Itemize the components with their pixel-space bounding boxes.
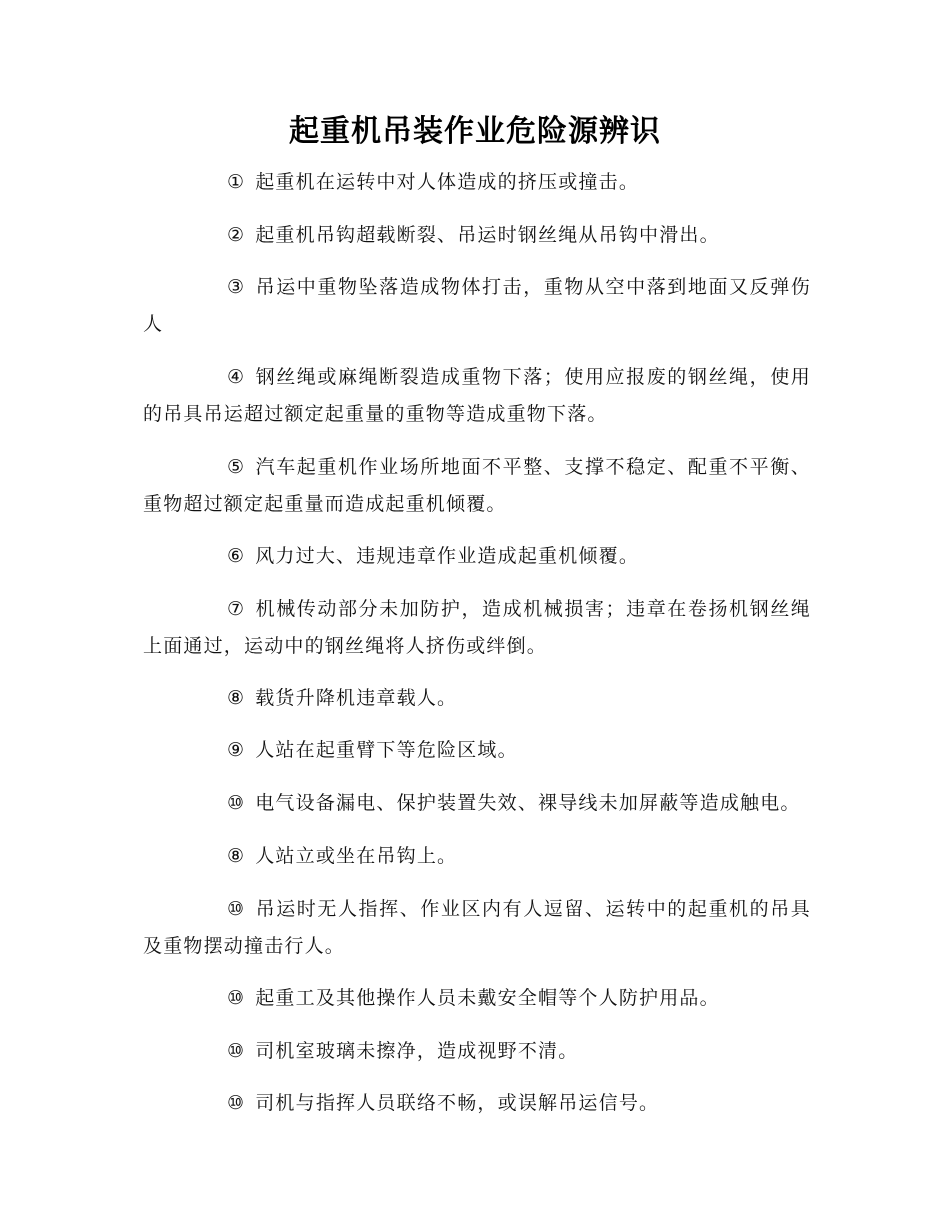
list-item <box>143 785 811 822</box>
item-text: 机械传动部分未加防护，造成机械损害；违章在卷扬机钢丝绳上面通过，运动中的钢丝绳将人挤伤或绊倒。 <box>143 598 811 657</box>
item-number: ② <box>227 224 246 246</box>
item-number: ⑩ <box>227 792 246 814</box>
list-item <box>143 591 811 665</box>
item-text: 吊运时无人指挥、作业区内有人逗留、运转中的起重机的吊具及重物摆动撞击行人。 <box>143 898 811 957</box>
list-item <box>143 538 811 575</box>
item-text: 载货升降机违章载人。 <box>255 687 458 709</box>
item-number: ⑩ <box>227 1092 246 1114</box>
item-number: ⑩ <box>227 1040 246 1062</box>
item-text: 起重机吊钩超载断裂、吊运时钢丝绳从吊钩中滑出。 <box>255 224 720 246</box>
item-text: 钢丝绳或麻绳断裂造成重物下落；使用应报废的钢丝绳，使用的吊具吊运超过额定起重量的重物等造成重物下落。 <box>143 366 811 425</box>
list-item <box>143 1085 811 1122</box>
item-number: ⑥ <box>227 545 246 567</box>
item-text: 人站立或坐在吊钩上。 <box>255 845 458 867</box>
list-item <box>143 838 811 875</box>
item-number: ⑤ <box>227 456 246 478</box>
item-number: ⑦ <box>227 598 246 620</box>
list-item <box>143 449 811 523</box>
document-title: 起重机吊装作业危险源辨识 <box>289 114 661 149</box>
list-item <box>143 891 811 965</box>
item-text: 司机室玻璃未擦净，造成视野不清。 <box>255 1040 579 1062</box>
item-text: 风力过大、违规违章作业造成起重机倾覆。 <box>255 545 640 567</box>
item-text: 人站在起重臂下等危险区域。 <box>255 739 518 761</box>
item-number: ⑩ <box>227 898 246 920</box>
list-item <box>143 980 811 1017</box>
list-item <box>143 680 811 717</box>
item-number: ⑧ <box>227 845 246 867</box>
item-text: 电气设备漏电、保护装置失效、裸导线未加屏蔽等造成触电。 <box>255 792 801 814</box>
item-number: ④ <box>227 366 246 388</box>
item-number: ⑩ <box>227 987 246 1009</box>
item-text: 吊运中重物坠落造成物体打击，重物从空中落到地面又反弹伤人 <box>143 276 811 335</box>
item-text: 起重机在运转中对人体造成的挤压或撞击。 <box>255 171 640 193</box>
item-number: ③ <box>227 276 246 298</box>
item-number: ① <box>227 171 246 193</box>
list-item <box>143 217 811 254</box>
item-text: 汽车起重机作业场所地面不平整、支撑不稳定、配重不平衡、重物超过额定起重量而造成起重机倾覆。 <box>143 456 811 515</box>
list-item <box>143 732 811 769</box>
item-number: ⑧ <box>227 687 246 709</box>
list-item <box>143 164 811 201</box>
item-number: ⑨ <box>227 739 246 761</box>
item-text: 司机与指挥人员联络不畅，或误解吊运信号。 <box>255 1092 660 1114</box>
list-item <box>143 359 811 433</box>
list-item <box>143 269 811 343</box>
item-text: 起重工及其他操作人员未戴安全帽等个人防护用品。 <box>255 987 720 1009</box>
list-item <box>143 1033 811 1070</box>
